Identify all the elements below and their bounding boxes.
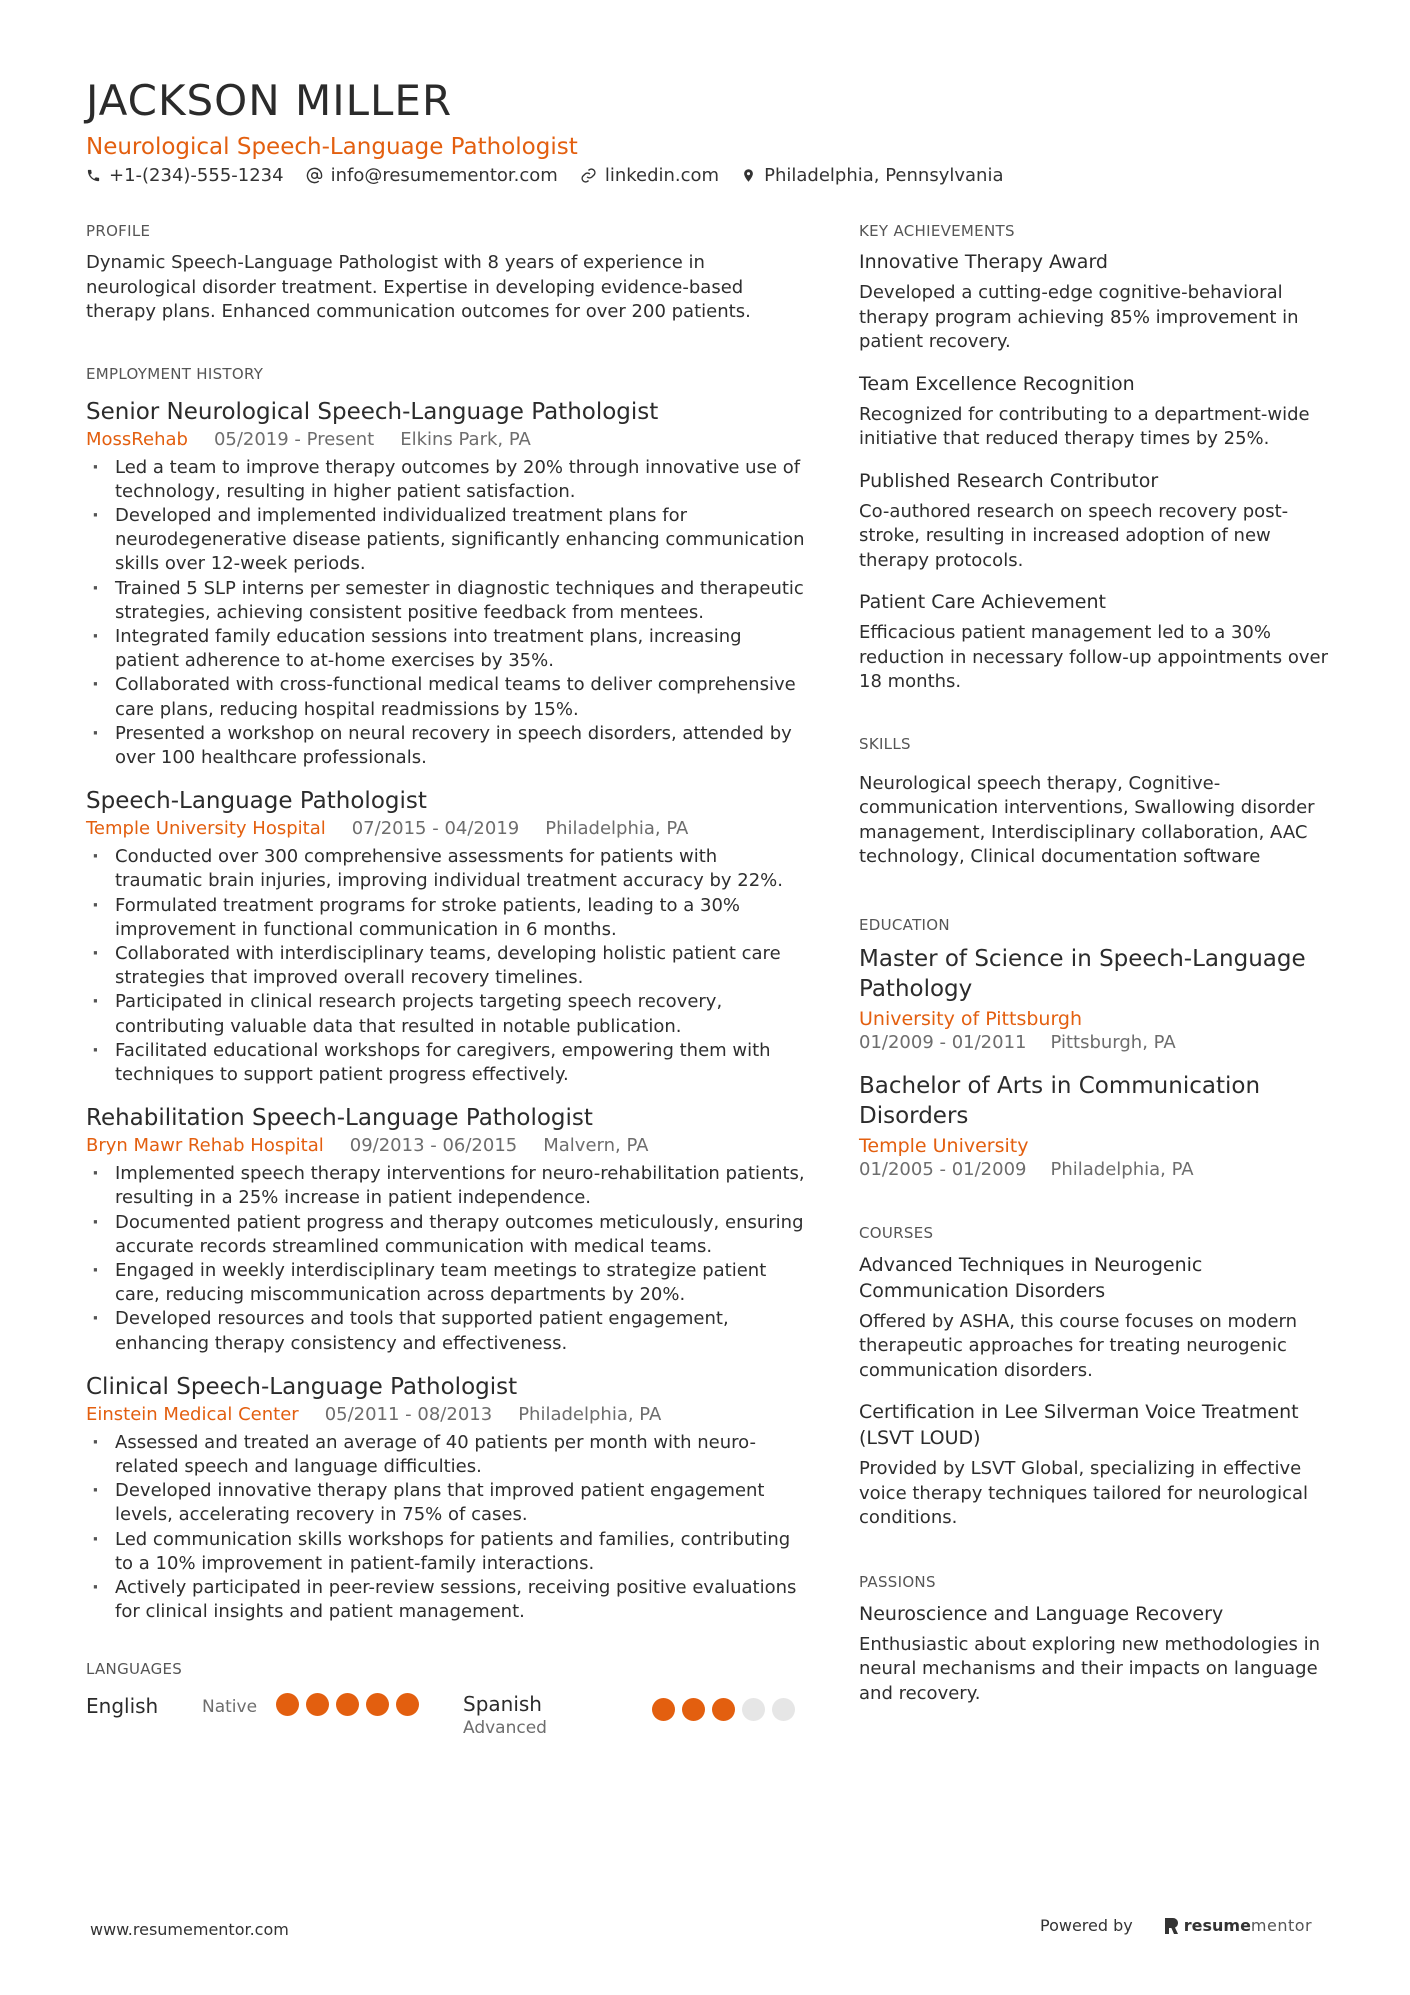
achievement-item [859,589,1339,695]
languages-list [86,1690,806,1750]
achievement-item [859,249,1339,355]
left-column [86,222,806,1750]
education-location: Philadelphia, PA [1050,1158,1194,1180]
at-icon [306,167,323,184]
job-bullet: · Participated in clinical research projects targeting speech recovery, contributing valuable data that resulted in notable publication. [86,990,806,1038]
link-icon [580,167,597,184]
achievement-title: Team Excellence Recognition [859,372,1135,395]
brand-bold: resume [1183,1916,1251,1935]
language-level: Advanced [463,1718,547,1739]
job-dates: 05/2011 - 08/2013 [324,1403,493,1425]
course-desc: Provided by LSVT Global, specializing in effective voice therapy techniques tailored for neurological conditions. [859,1458,1309,1528]
profile-text: Dynamic Speech-Language Pathologist with 8 years of experience in neurological disorder treatment. Expertise in developing evidence-based therapy plans. Enhanced communication outcomes for over 200 patients. [86,252,751,322]
education-degree: Bachelor of Arts in Communication Disorders [859,1072,1261,1129]
location-text: Philadelphia, Pennsylvania [764,165,1004,186]
education-section-title: EDUCATION [859,915,950,934]
job-location: Malvern, PA [543,1135,649,1157]
achievement-title: Patient Care Achievement [859,591,1106,613]
education-school: Temple University [859,1134,1029,1157]
location-pin-icon [741,167,756,184]
contact-email[interactable] [306,165,558,186]
job-employer: MossRehab [86,428,188,450]
rating-dot [712,1698,735,1721]
job-entry [86,1103,806,1356]
rating-dot [306,1693,329,1716]
job-entry [86,397,806,771]
passion-title: Neuroscience and Language Recovery [859,1602,1224,1625]
education-degree: Master of Science in Speech-Language Pathology [859,945,1306,1002]
job-bullet: · Implemented speech therapy interventions for neuro-rehabilitation patients, resulting in a 25% increase in patient independence. [86,1162,806,1210]
contact-bar [86,165,1025,186]
course-title: Certification in Lee Silverman Voice Treatment (LSVT LOUD) [859,1401,1299,1449]
education-dates: 01/2005 - 01/2009 [859,1158,1027,1180]
achievement-title: Published Research Contributor [859,469,1159,492]
job-bullet: · Documented patient progress and therapy outcomes meticulously, ensuring accurate records streamlined communication with medical teams. [86,1211,806,1259]
education-school: University of Pittsburgh [859,1007,1083,1030]
job-dates: 07/2015 - 04/2019 [351,818,520,840]
skills-section-title: SKILLS [859,734,911,753]
right-column [859,222,1339,1706]
achievement-desc: Efficacious patient management led to a 30% reduction in necessary follow-up appointments over 18 months. [859,622,1328,692]
skills-text: Neurological speech therapy, Cognitive-communication interventions, Swallowing disorder management, Interdisciplinary collaboration, AAC technology, Clinical documentation software [859,772,1315,867]
job-bullet: · Led communication skills workshops for patients and families, contributing to a 10% improvement in patient-family interactions. [86,1528,806,1576]
job-employer: Bryn Mawr Rehab Hospital [86,1135,324,1157]
contact-phone[interactable] [86,165,284,186]
linkedin-text: linkedin.com [604,165,720,186]
job-bullet: · Developed innovative therapy plans that improved patient engagement levels, accelerating recovery in 75% of cases. [86,1479,806,1527]
achievement-desc: Recognized for contributing to a department-wide initiative that reduced therapy times by 25%. [859,403,1310,449]
phone-icon [86,168,101,183]
candidate-role: Neurological Speech-Language Pathologist [86,134,578,160]
achievements-section-title: KEY ACHIEVEMENTS [859,222,1015,240]
course-title: Advanced Techniques in Neurogenic Communication Disorders [859,1253,1203,1302]
language-rating [652,1698,802,1721]
contact-linkedin[interactable] [580,165,719,186]
job-bullet: · Facilitated educational workshops for caregivers, empowering them with techniques to support patient progress effectively. [86,1039,806,1087]
languages-section-title: LANGUAGES [86,1660,183,1679]
profile-section-title: PROFILE [86,222,151,240]
job-bullet: · Developed and implemented individualized treatment plans for neurodegenerative disease patients, significantly enhancing communication skills over 12-week periods. [86,504,806,577]
achievement-item [859,371,1339,452]
rating-dot [742,1698,765,1721]
job-title: Speech-Language Pathologist [86,788,427,815]
course-desc: Offered by ASHA, this course focuses on modern therapeutic approaches for treating neurogenic communication disorders. [859,1310,1298,1381]
job-bullet: · Actively participated in peer-review sessions, receiving positive evaluations for clinical insights and patient management. [86,1576,806,1624]
job-dates: 09/2013 - 06/2015 [349,1135,518,1157]
job-location: Philadelphia, PA [518,1403,662,1425]
job-title: Senior Neurological Speech-Language Pathologist [86,398,659,425]
job-meta [86,1135,806,1156]
passions-section-title: PASSIONS [859,1572,936,1591]
achievement-desc: Co-authored research on speech recovery post-stroke, resulting in increased adoption of new therapy protocols. [859,500,1289,571]
powered-by-label: Powered by [1040,1916,1133,1935]
job-bullet: · Collaborated with interdisciplinary teams, developing holistic patient care strategies that improved overall recovery timelines. [86,942,806,990]
education-location: Pittsburgh, PA [1050,1031,1176,1053]
job-bullet: · Integrated family education sessions into treatment plans, increasing patient adherence to at-home exercises by 35%. [86,625,806,673]
passion-desc: Enthusiastic about exploring new methodologies in neural mechanisms and their impacts on language and recovery. [859,1633,1321,1704]
language-name: English [86,1694,159,1719]
job-dates: 05/2019 - Present [213,428,375,450]
job-bullet: · Assessed and treated an average of 40 patients per month with neuro-related speech and language difficulties. [86,1431,806,1479]
job-bullet: · Collaborated with cross-functional medical teams to deliver comprehensive care plans, reducing hospital readmissions by 15%. [86,673,806,721]
rating-dot [652,1698,675,1721]
job-bullets [86,1162,806,1356]
language-rating [276,1693,426,1716]
rating-dot [396,1693,419,1716]
achievement-item [859,468,1339,574]
job-employer: Einstein Medical Center [86,1403,299,1425]
job-title: Rehabilitation Speech-Language Pathologist [86,1105,593,1132]
rating-dot [772,1698,795,1721]
job-bullet: · Led a team to improve therapy outcomes by 20% through innovative use of technology, resulting in higher patient satisfaction. [86,456,806,504]
job-bullet: · Trained 5 SLP interns per semester in diagnostic techniques and therapeutic strategies, achieving consistent positive feedback from mentees. [86,577,806,625]
footer-website[interactable]: www.resumementor.com [90,1920,289,1939]
job-location: Philadelphia, PA [545,818,689,840]
achievement-desc: Developed a cutting-edge cognitive-behavioral therapy program achieving 85% improvement in patient recovery. [859,282,1299,352]
brand-light: mentor [1250,1916,1313,1935]
education-meta [859,1032,1339,1053]
job-bullets [86,1431,806,1625]
job-bullets [86,456,806,771]
candidate-name: JACKSON MILLER [86,76,453,125]
education-item [859,1071,1339,1180]
rating-dot [336,1693,359,1716]
education-item [859,944,1339,1053]
job-meta [86,429,806,450]
job-title: Clinical Speech-Language Pathologist [86,1373,518,1400]
job-bullet: · Formulated treatment programs for stroke patients, leading to a 30% improvement in functional communication in 6 months. [86,894,806,942]
education-meta [859,1159,1339,1180]
job-meta [86,818,806,839]
language-level: Native [202,1697,258,1718]
footer-branding[interactable] [1040,1916,1312,1935]
course-item [859,1399,1339,1531]
job-bullets [86,845,806,1087]
job-entry [86,786,806,1087]
achievement-title: Innovative Therapy Award [859,251,1108,273]
contact-location [741,165,1003,186]
passion-item [859,1601,1339,1707]
job-bullet: · Presented a workshop on neural recovery in speech disorders, attended by over 100 healthcare professionals. [86,722,806,770]
job-location: Elkins Park, PA [400,428,531,450]
courses-section-title: COURSES [859,1223,934,1242]
employment-section-title: EMPLOYMENT HISTORY [86,364,264,383]
language-name: Spanish [463,1692,542,1717]
resumementor-logo-icon [1163,1917,1179,1935]
job-employer: Temple University Hospital [86,818,326,840]
job-bullet: · Developed resources and tools that supported patient engagement, enhancing therapy consistency and effectiveness. [86,1307,806,1355]
rating-dot [682,1698,705,1721]
rating-dot [366,1693,389,1716]
phone-text: +1-(234)-555-1234 [109,165,284,186]
rating-dot [276,1693,299,1716]
job-bullet: · Engaged in weekly interdisciplinary team meetings to strategize patient care, reducing miscommunication across departments by 20%. [86,1259,806,1307]
job-meta [86,1404,806,1425]
job-entry [86,1372,806,1625]
course-item [859,1252,1339,1384]
job-bullet: · Conducted over 300 comprehensive assessments for patients with traumatic brain injuries, improving individual treatment accuracy by 22%. [86,845,806,893]
education-dates: 01/2009 - 01/2011 [859,1031,1027,1053]
email-text: info@resumementor.com [330,165,558,186]
